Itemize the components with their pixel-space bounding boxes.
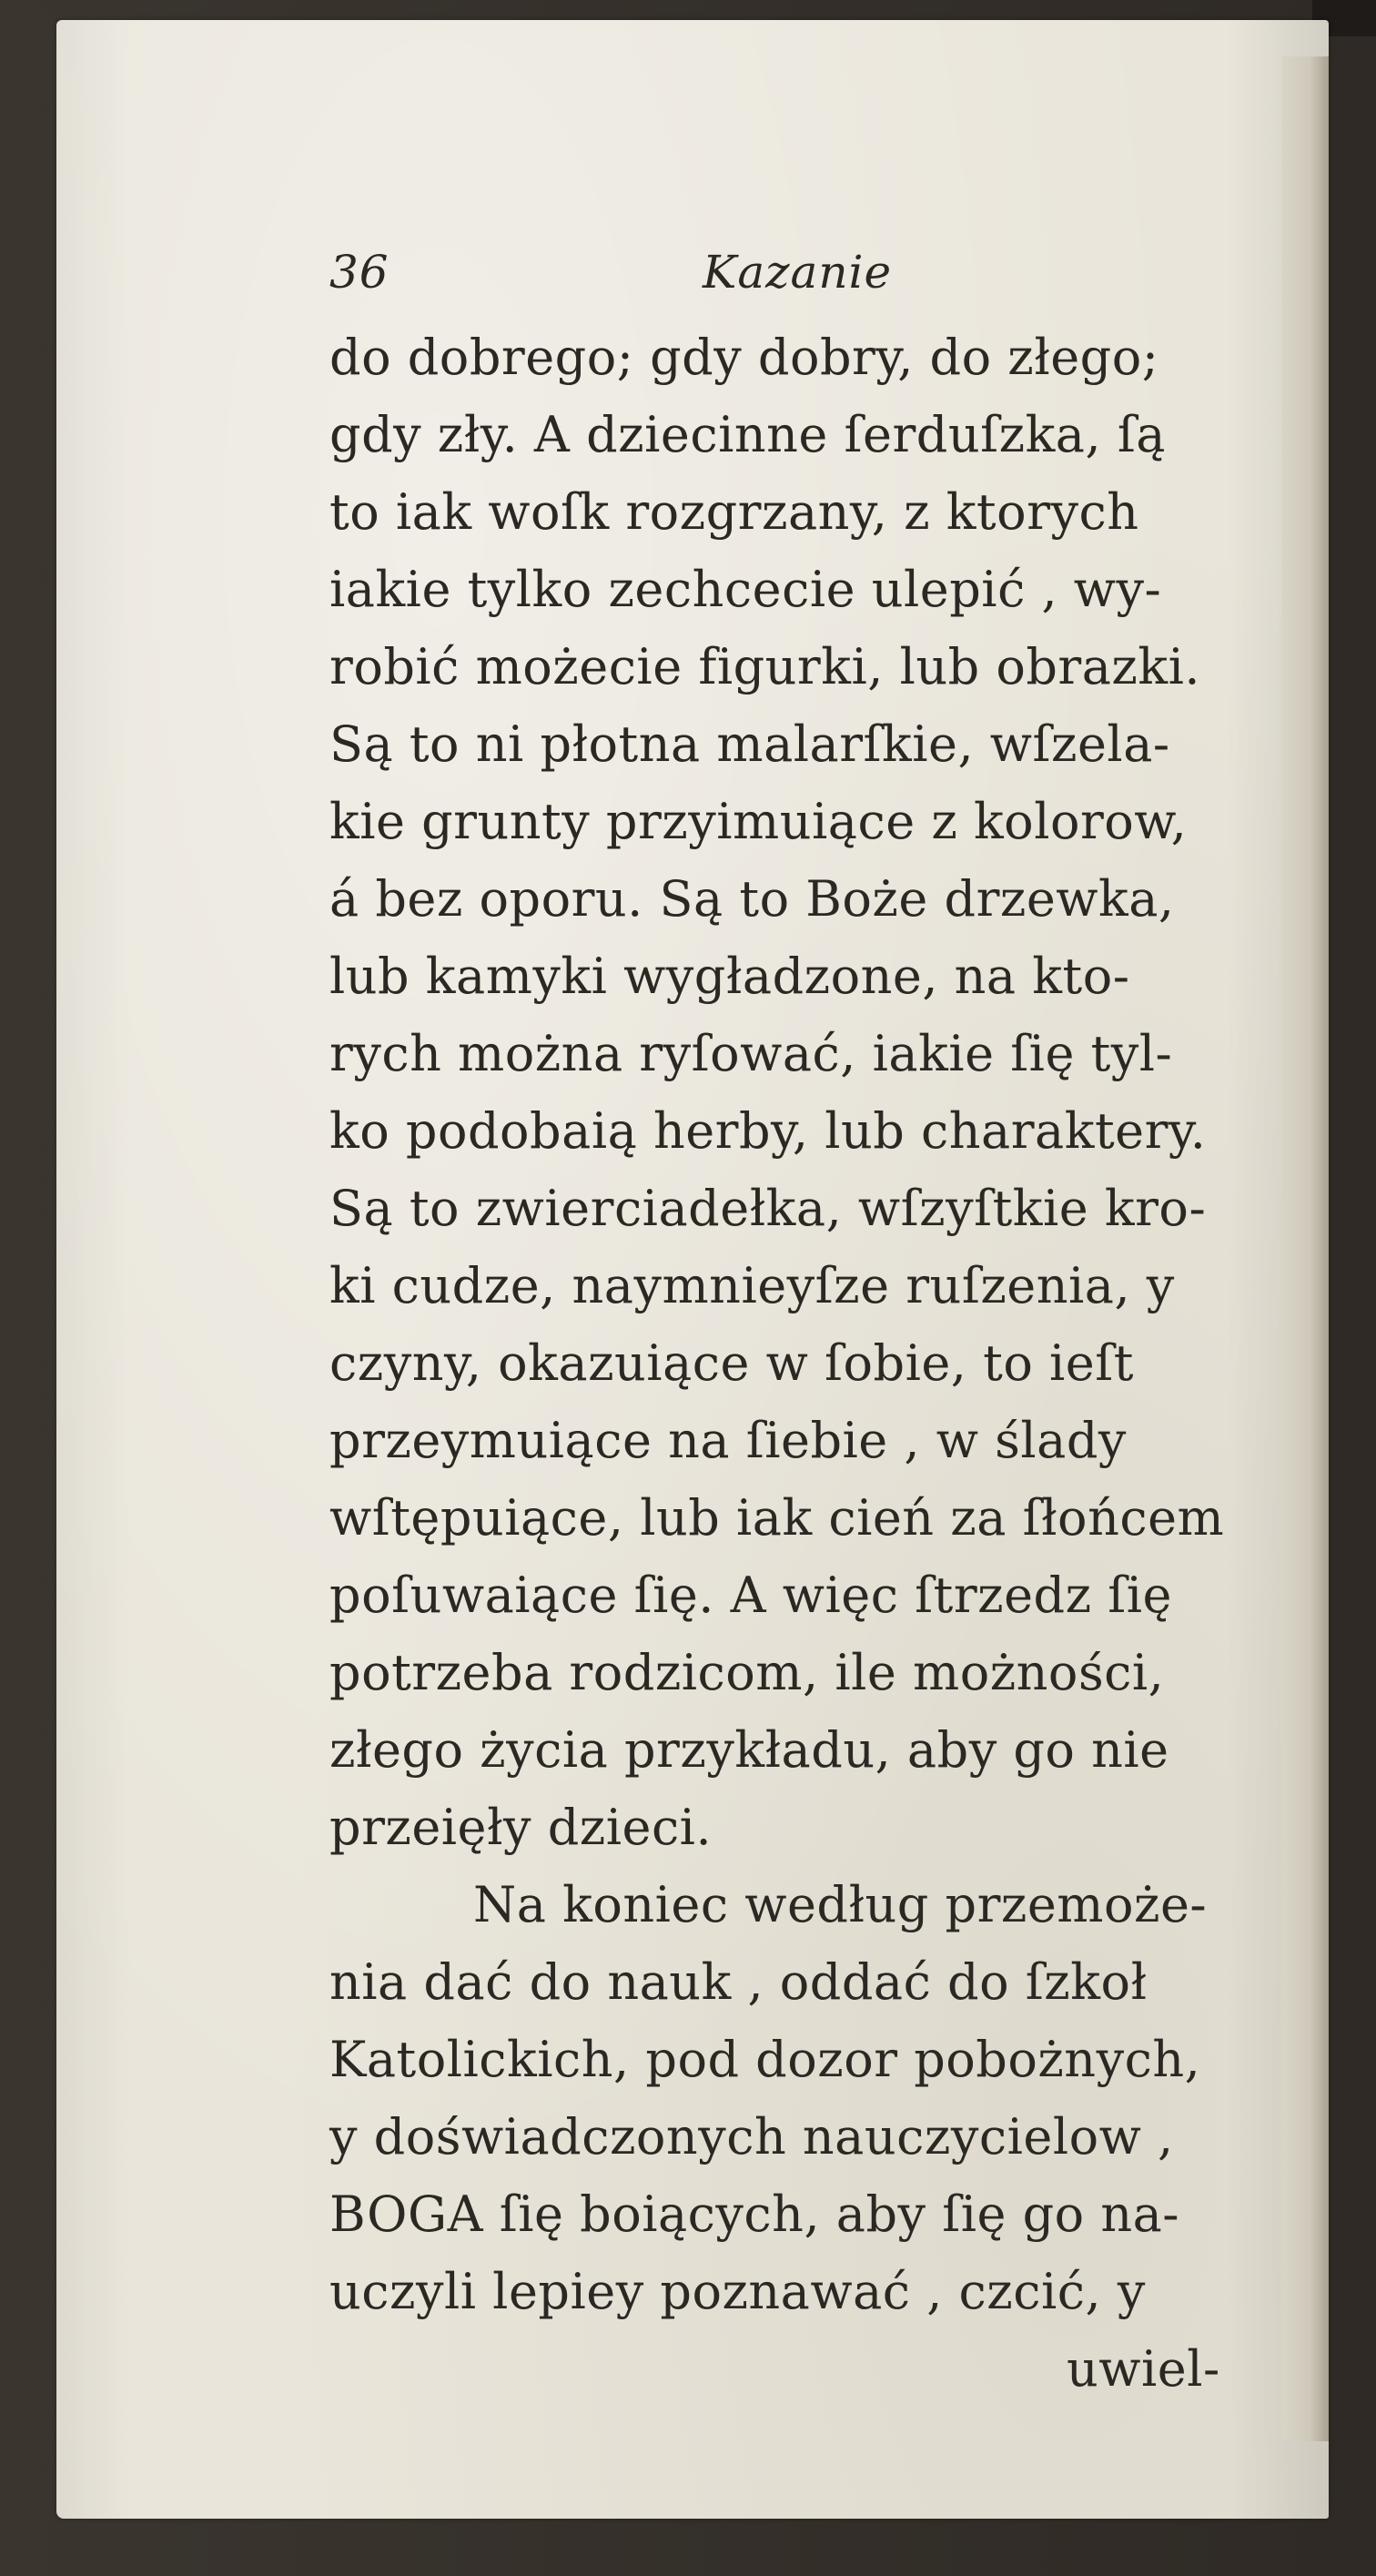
text-line: Są to ni płotna malarſkie, wſzela-: [329, 715, 1170, 773]
text-line: á bez oporu. Są to Boże drzewka,: [329, 870, 1175, 928]
text-line: ki cudze, naymnieyſze ruſzenia, y: [329, 1257, 1175, 1314]
paragraph-1: [329, 319, 1312, 1866]
catchword: uwiel-: [1067, 2340, 1220, 2398]
text-line: Są to zwierciadełka, wſzyſtkie kro-: [329, 1180, 1207, 1237]
text-line: robić możecie figurki, lub obrazki.: [329, 638, 1201, 695]
text-block: [329, 246, 1312, 2408]
text-line: y doświadczonych nauczycielow ,: [329, 2108, 1174, 2165]
text-line: gdy zły. A dziecinne ſerduſzka, ſą: [329, 406, 1166, 463]
text-line: czyny, okazuiące w ſobie, to ieſt: [329, 1334, 1134, 1392]
text-line: ko podobaią herby, lub charaktery.: [329, 1102, 1207, 1160]
text-line: do dobrego; gdy dobry, do złego;: [329, 329, 1159, 386]
text-line: przeięły dzieci.: [329, 1799, 713, 1856]
text-line: przeymuiące na ſiebie , w ślady: [329, 1412, 1127, 1469]
text-line: iakie tylko zechcecie ulepić , wy-: [329, 561, 1162, 618]
page-header: [329, 246, 1312, 319]
paragraph-2: [329, 1866, 1312, 2330]
text-line: złego życia przykładu, aby go nie: [329, 1721, 1169, 1779]
running-title: Kazanie: [703, 246, 893, 299]
text-line: wſtępuiące, lub iak cień za ſłońcem: [329, 1489, 1225, 1547]
text-line: to iak woſk rozgrzany, z ktorych: [329, 483, 1139, 541]
text-line: nia dać do nauk , oddać do ſzkoł: [329, 1953, 1148, 2011]
text-line: lub kamyki wygładzone, na kto-: [329, 948, 1130, 1005]
text-line: kie grunty przyimuiące z kolorow,: [329, 793, 1188, 850]
text-line: Na koniec według przemoże-: [473, 1876, 1208, 1933]
page-number: 36: [329, 246, 390, 299]
text-line: uczyli lepiey poznawać , czcić, y: [329, 2263, 1146, 2320]
text-line: rych można ryſować, iakie ſię tyl-: [329, 1025, 1173, 1082]
text-line: BOGA ſię boiących, aby ſię go na-: [329, 2186, 1180, 2243]
text-line: Katolickich, pod dozor pobożnych,: [329, 2031, 1201, 2088]
text-line: poſuwaiące ſię. A więc ſtrzedz ſię: [329, 1567, 1172, 1624]
text-line: potrzeba rodzicom, ile możności,: [329, 1644, 1165, 1701]
